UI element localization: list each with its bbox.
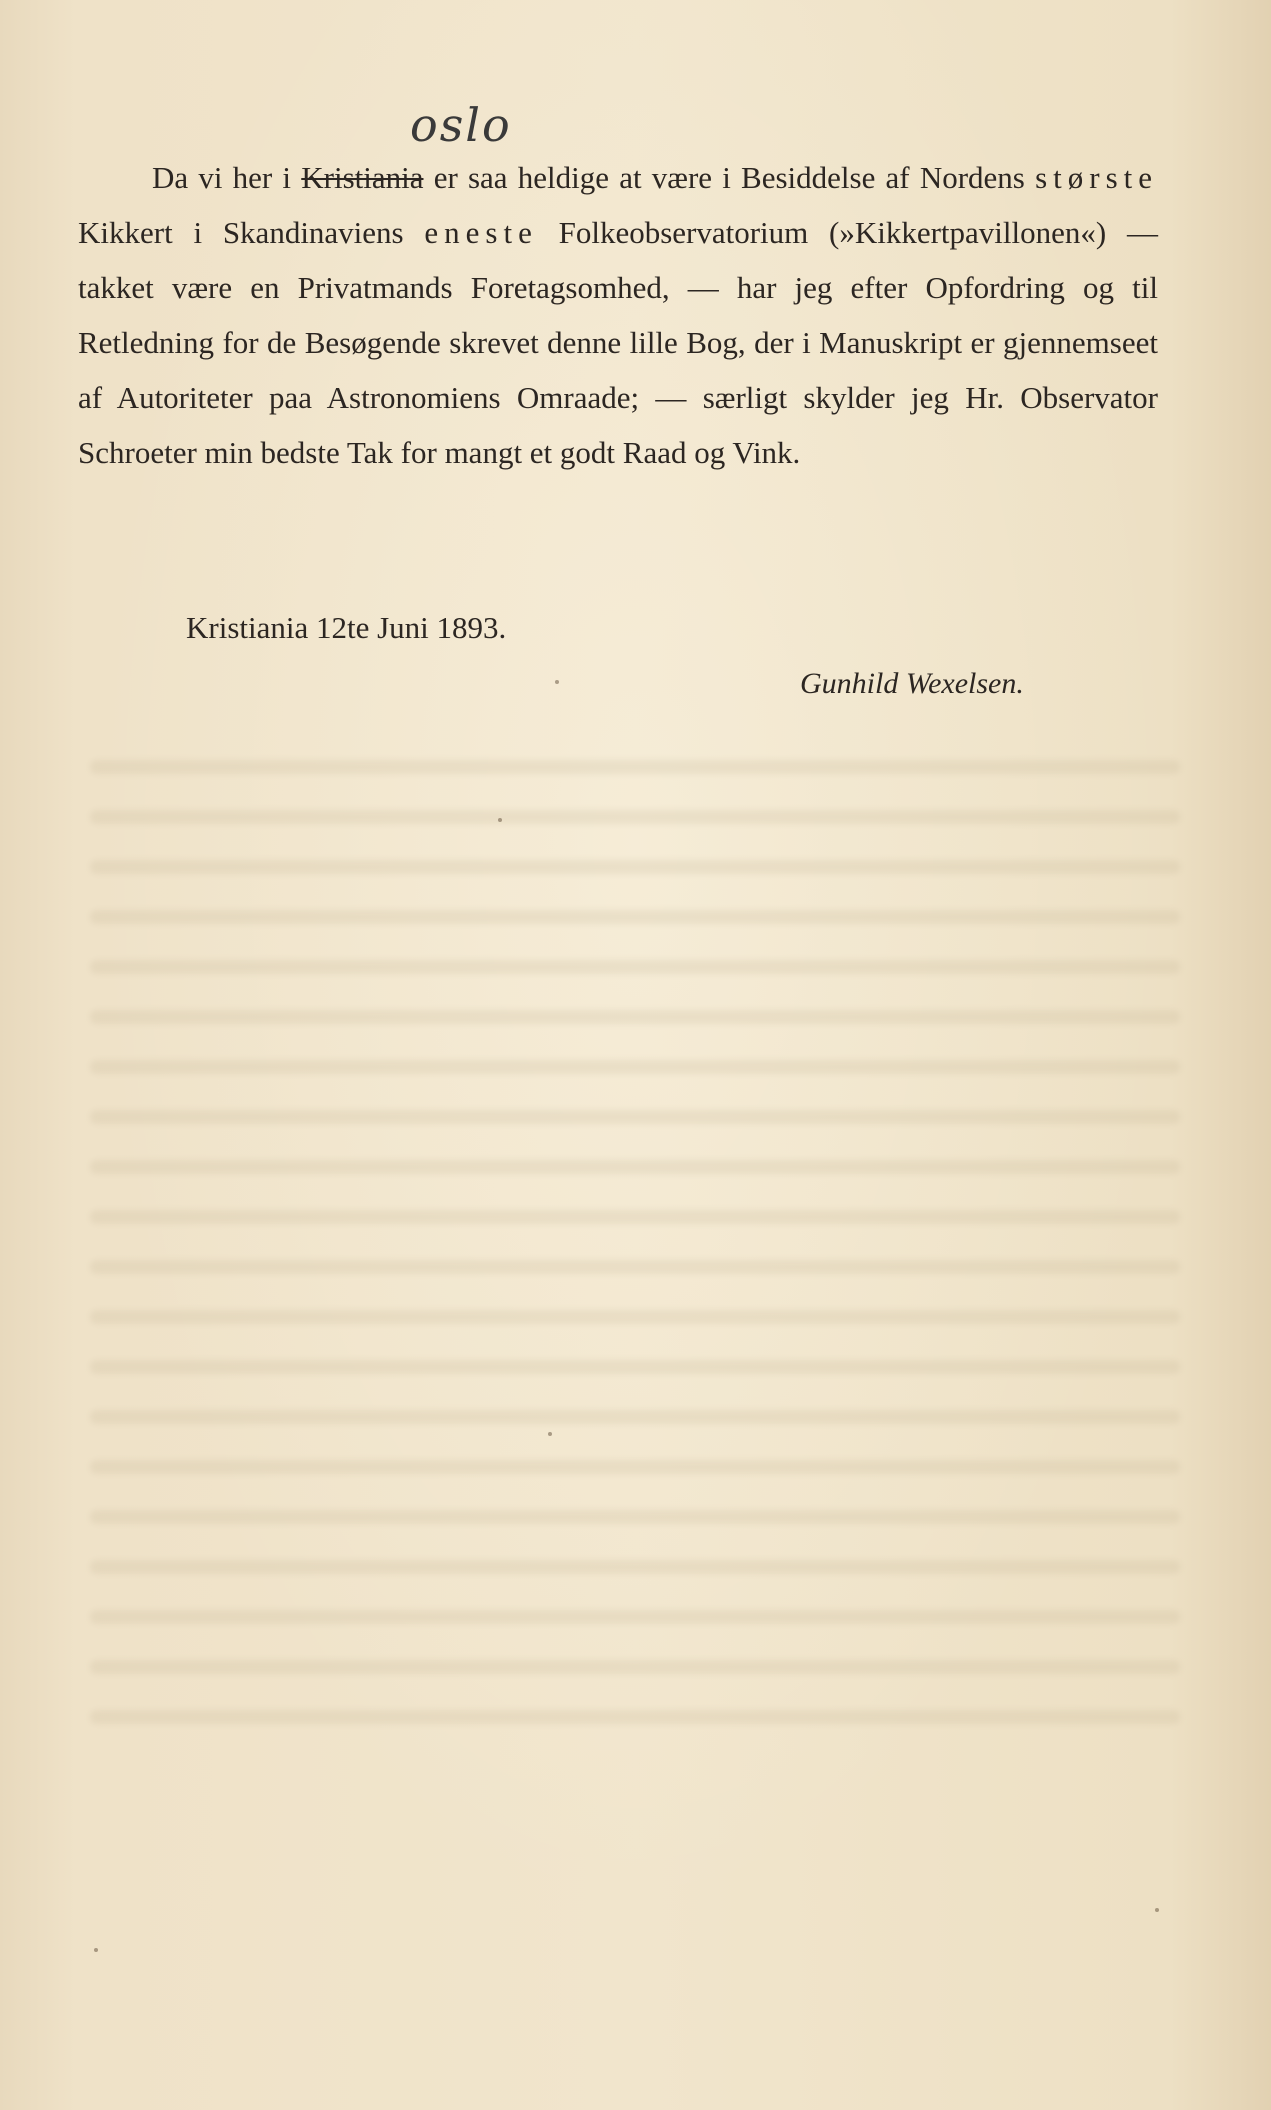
emphasized-word: største [1035,160,1158,195]
paper-speck [498,818,502,822]
place-date: Kristiania 12te Juni 1893. [186,610,507,645]
preface-segment: Kikkert i Skandinaviens [78,215,425,250]
preface-segment: er saa heldige at være i Besiddelse af Nordens [423,160,1036,195]
paper-speck [94,1948,98,1952]
paper-speck [555,680,559,684]
paper-speck [548,1432,552,1436]
author-signature: Gunhild Wexelsen. [800,667,1024,700]
preface-text [78,150,1158,480]
preface-paragraph [78,150,1158,480]
paper-speck [1155,1908,1159,1912]
struck-word: Kristiania [301,160,424,195]
preface-segment: Folkeobservatorium (»Kikkertpavillonen«) — takket være en Privatmands Foretagsomhed, — har jeg efter Opfordring og til Retledning for de Besøgende skrevet denne lille Bog, der i Manuskript er gjennemseet af Autoriteter paa Astronomiens Omraade; — særligt skylder jeg Hr. Observator Schroeter min bedste Tak for mangt et godt Raad og Vink. [78,215,1158,470]
emphasized-word: eneste [424,215,538,250]
handwritten-annotation: oslo [410,98,512,152]
preface-segment: Da vi her i [152,160,302,195]
